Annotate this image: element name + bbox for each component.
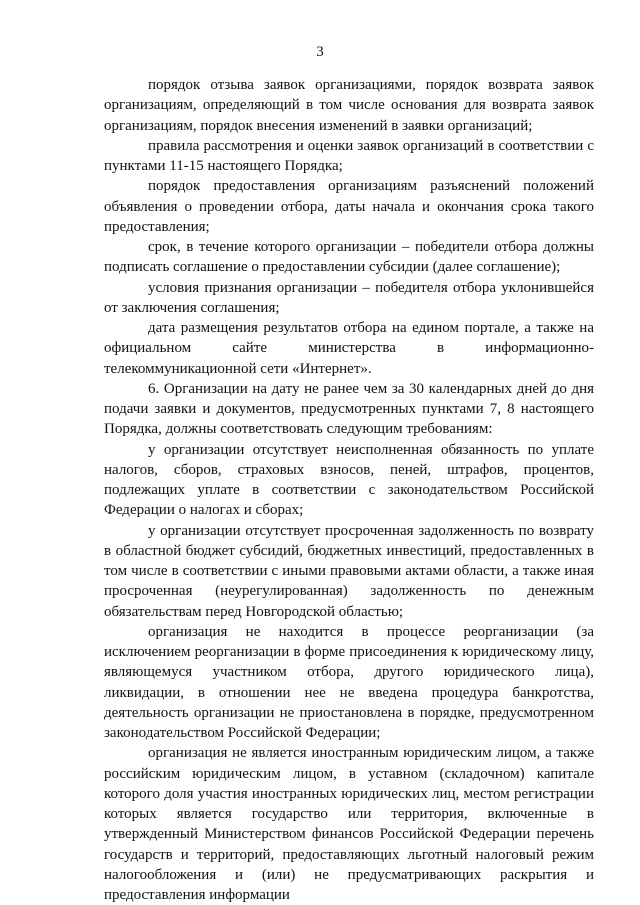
- document-body: [104, 75, 594, 905]
- paragraph-reorganization: организация не находится в процессе реорганизации (за исключением реорганизации в форме присоединения к юридическому лицу, являющемуся участником отбора, другого юридического лица), ликвидации, в отношении нее не введена процедура банкротства, деятельность организации не приостановлена в порядке, предусмотренном законодательством Российской Федерации;: [104, 623, 594, 741]
- paragraph-withdrawal-procedure: порядок отзыва заявок организациями, порядок возврата заявок организациям, определяющий в том числе основания для возврата заявок организациям, порядок внесения изменений в заявки организаций;: [104, 77, 594, 134]
- paragraph-evasion-conditions: условия признания организации – победителя отбора уклонившейся от заключения соглашения;: [104, 279, 594, 316]
- paragraph-tax-obligations: у организации отсутствует неисполненная обязанность по уплате налогов, сборов, страховых взносов, пеней, штрафов, процентов, подлежащих уплате в соответствии с законодательством Российской Федерации о налогах и сборах;: [104, 441, 594, 519]
- paragraph-results-publication: дата размещения результатов отбора на едином портале, а также на официальном сайте министерства в информационно-телекоммуникационной сети «Интернет».: [104, 320, 594, 377]
- paragraph-clarification-procedure: порядок предоставления организациям разъяснений положений объявления о проведении отбора, даты начала и окончания срока такого предоставления;: [104, 178, 594, 235]
- paragraph-review-rules: правила рассмотрения и оценки заявок организаций в соответствии с пунктами 11-15 настоящего Порядка;: [104, 137, 594, 174]
- paragraph-overdue-debt: у организации отсутствует просроченная задолженность по возврату в областной бюджет субсидий, бюджетных инвестиций, предоставленных в том числе в соответствии с иными правовыми актами области, а также иная просроченная (неурегулированная) задолженность по денежным обязательствам перед Новгородской областью;: [104, 522, 594, 620]
- paragraph-clause-6-requirements: 6. Организации на дату не ранее чем за 30 календарных дней до дня подачи заявки и документов, предусмотренных пунктами 7, 8 настоящего Порядка, должны соответствовать следующим требованиям:: [104, 380, 594, 438]
- paragraph-signing-deadline: срок, в течение которого организации – победители отбора должны подписать соглашение о предоставлении субсидии (далее соглашение);: [104, 239, 594, 276]
- paragraph-foreign-entity: организация не является иностранным юридическим лицом, а также российским юридическим лицом, в уставном (складочном) капитале которого доля участия иностранных юридических лиц, местом регистрации которых является государство или территория, включенные в утвержденный Министерством финансов Российской Федерации перечень государств и территорий, предоставляющих льготный налоговый режим налогообложения и (или) не предусматривающих раскрытия и предоставления информации: [104, 745, 594, 903]
- page-number: 3: [316, 44, 324, 60]
